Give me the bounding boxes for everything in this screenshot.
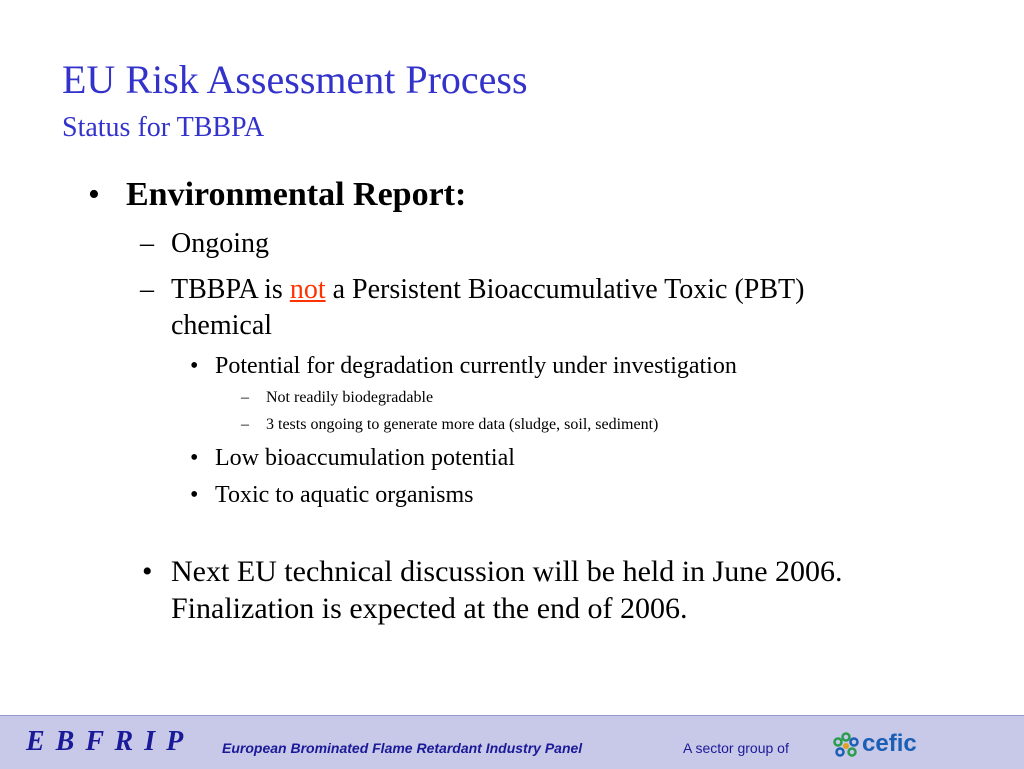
cefic-logo-icon: [832, 732, 860, 760]
bullet-marker: •: [190, 482, 199, 508]
dash-marker: –: [140, 228, 154, 259]
pbt-text-before: TBBPA is: [171, 274, 290, 305]
environmental-report-heading: Environmental Report:: [126, 176, 467, 213]
not-biodegradable-item: Not readily biodegradable: [266, 389, 434, 406]
dash-marker: –: [140, 274, 154, 305]
slide-subtitle: Status for TBBPA: [62, 112, 265, 143]
not-emphasis: not: [289, 274, 326, 305]
degradation-item: Potential for degradation currently under investigation: [215, 353, 737, 379]
dash-marker: –: [241, 416, 249, 433]
panel-name: European Brominated Flame Retardant Industry Panel: [222, 740, 583, 756]
slide-title: EU Risk Assessment Process: [62, 57, 528, 102]
sector-group-text: A sector group of: [683, 740, 789, 756]
bullet-marker: •: [142, 555, 153, 588]
ebfrip-acronym: E B F R I P: [26, 726, 186, 757]
cefic-logo-text: cefic: [862, 730, 917, 757]
ongoing-item: Ongoing: [171, 228, 269, 259]
next-discussion-line-1: Next EU technical discussion will be held in June 2006.: [171, 555, 843, 588]
pbt-statement-continued: chemical: [171, 310, 273, 341]
next-discussion-line-2: Finalization is expected at the end of 2006.: [171, 592, 688, 625]
pbt-statement: [171, 274, 804, 306]
dash-marker: –: [241, 389, 249, 406]
toxic-aquatic-item: Toxic to aquatic organisms: [215, 482, 474, 508]
bullet-marker: •: [190, 445, 199, 471]
footer-bar: [0, 715, 1024, 769]
low-bioaccumulation-item: Low bioaccumulation potential: [215, 445, 515, 471]
bullet-marker: •: [88, 176, 100, 213]
bullet-marker: •: [190, 353, 199, 379]
pbt-text-after: a Persistent Bioaccumulative Toxic (PBT): [325, 274, 805, 305]
three-tests-item: 3 tests ongoing to generate more data (sludge, soil, sediment): [266, 416, 659, 433]
